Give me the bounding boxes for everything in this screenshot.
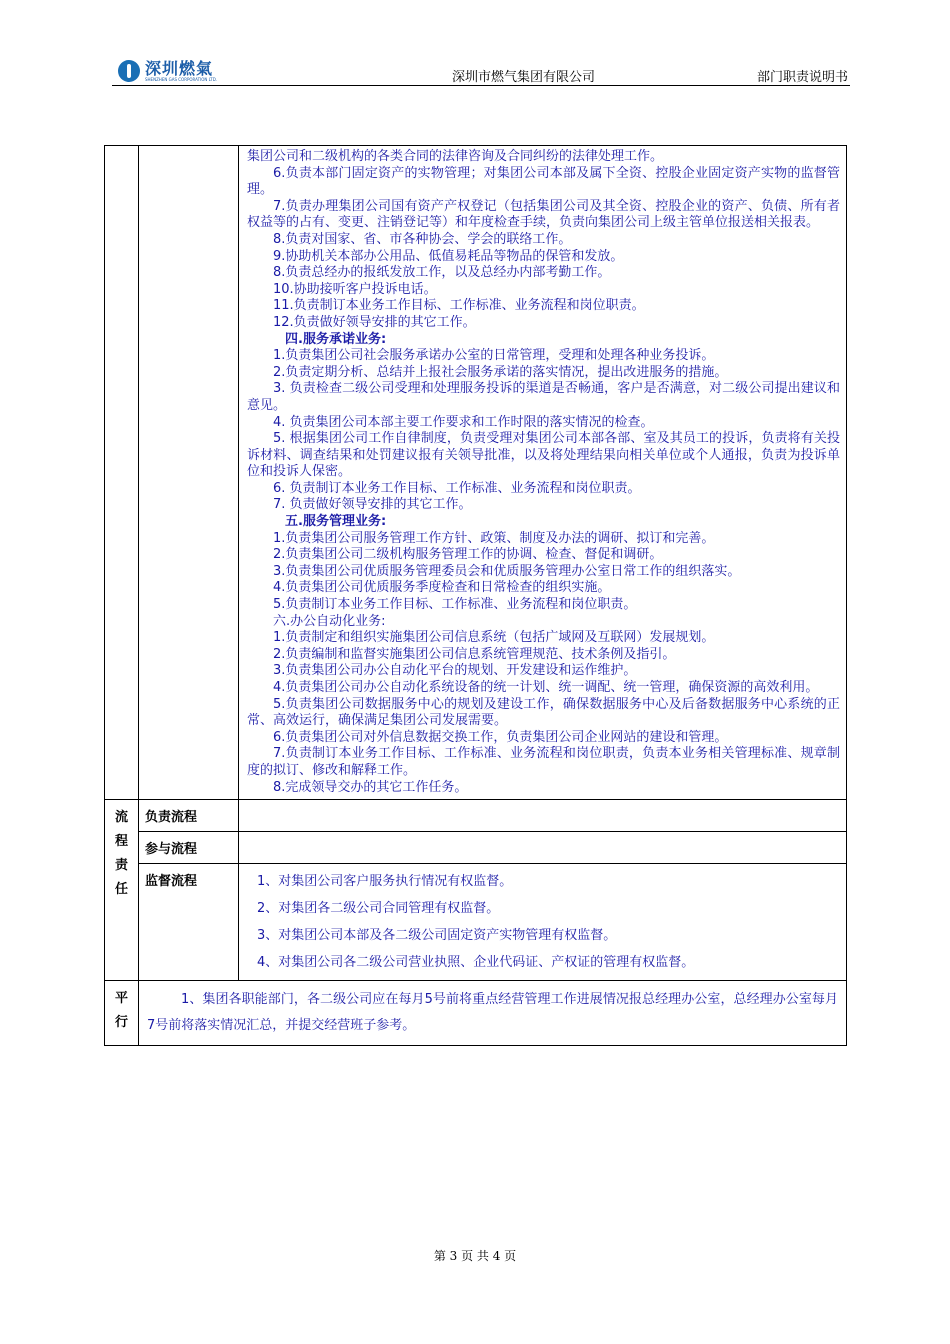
duty-item: 2.负责集团公司二级机构服务管理工作的协调、检查、督促和调研。 (273, 547, 663, 563)
responsible-value (239, 800, 847, 832)
duty-item: 3. 负责检查二级公司受理和处理服务投诉的渠道是否畅通，客户是否满意，对二级公司提出建议和意见。 (247, 381, 840, 413)
parallel-content (139, 981, 847, 1046)
duty-item: 8.负责对国家、省、市各种协会、学会的联络工作。 (273, 231, 572, 247)
duty-item: 7.负责制订本业务工作目标、工作标准、业务流程和岗位职责，负责本业务相关管理标准、规章制度的拟订、修改和解释工作。 (247, 746, 840, 778)
duty-content (239, 146, 847, 800)
duty-table (104, 145, 847, 1046)
duty-item: 11.负责制订本业务工作目标、工作标准、业务流程和岗位职责。 (273, 298, 645, 314)
duty-item: 3.负责集团公司办公自动化平台的规划、开发建设和运作维护。 (273, 663, 637, 679)
duty-item: 9.协助机关本部办公用品、低值易耗品等物品的保管和发放。 (273, 248, 624, 264)
duty-item: 2.负责定期分析、总结并上报社会服务承诺的落实情况，提出改进服务的措施。 (273, 364, 728, 380)
participate-value (239, 832, 847, 864)
parallel-label (105, 981, 139, 1046)
participate-label: 参与流程 (139, 832, 239, 864)
supervise-label: 监督流程 (139, 864, 239, 981)
duty-row (105, 146, 847, 800)
duty-item: 6.负责本部门固定资产的实物管理；对集团公司本部及属下全资、控股企业固定资产实物的监督管理。 (247, 165, 840, 198)
duty-item: 8.完成领导交办的其它工作任务。 (273, 779, 468, 795)
duty-item: 5.负责制订本业务工作目标、工作标准、业务流程和岗位职责。 (273, 597, 637, 613)
logo-text-en: SHENZHEN GAS CORPORATION LTD. (145, 77, 218, 82)
parallel-row (105, 981, 847, 1046)
duty-item: 7. 负责做好领导安排的其它工作。 (273, 497, 472, 513)
flame-icon (118, 60, 140, 82)
supervise-item: 3、对集团公司本部及各二级公司固定资产实物管理有权监督。 (257, 928, 617, 944)
duty-item: 4.负责集团公司办公自动化系统设备的统一计划、统一调配、统一管理，确保资源的高效利用。 (273, 680, 819, 695)
supervise-content (239, 864, 847, 981)
duty-item: 4.负责集团公司优质服务季度检查和日常检查的组织实施。 (273, 580, 611, 596)
duty-item: 7.负责办理集团公司国有资产产权登记（包括集团公司及其全资、控股企业的资产、负债、所有者权益等的占有、变更、注销登记等）和年度检查手续，负责向集团公司上级主管单位报送相关报表。 (247, 198, 840, 231)
supervise-item: 4、对集团公司各二级公司营业执照、企业代码证、产权证的管理有权监督。 (257, 955, 695, 971)
process-row-supervise (105, 864, 847, 981)
duty-item: 1.负责制定和组织实施集团公司信息系统（包括广域网及互联网）发展规划。 (273, 630, 715, 646)
duty-item: 8.负责总经办的报纸发放工作，以及总经办内部考勤工作。 (273, 265, 611, 281)
parallel-text: 1、集团各职能部门，各二级公司应在每月5号前将重点经营管理工作进展情况报总经理办公室，总经理办公室每月7号前将落实情况汇总，并提交经营班子参考。 (147, 992, 838, 1034)
process-row-participate (105, 832, 847, 864)
duty-item: 1.负责集团公司服务管理工作方针、政策、制度及办法的调研、拟订和完善。 (273, 530, 715, 546)
duty-item: 12.负责做好领导安排的其它工作。 (273, 314, 476, 330)
responsible-label: 负责流程 (139, 800, 239, 832)
duty-item: 4. 负责集团公司本部主要工作要求和工作时限的落实情况的检查。 (273, 414, 654, 430)
section-title: 六.办公自动化业务: (273, 613, 386, 629)
empty-cell (105, 146, 139, 800)
duty-item: 5.负责集团公司数据服务中心的规划及建设工作，确保数据服务中心及后备数据服务中心系统的正常、高效运行，确保满足集团公司发展需要。 (247, 696, 840, 729)
logo-text-cn: 深圳燃氣 (145, 59, 214, 78)
parallel-label-text: 平行 (114, 991, 128, 1031)
process-label (105, 800, 139, 981)
process-label-text: 流程责任 (114, 810, 128, 898)
section-title: 五.服务管理业务: (285, 514, 387, 530)
supervise-item: 2、对集团各二级公司合同管理有权监督。 (257, 901, 500, 917)
header-doc-title: 部门职责说明书 (756, 70, 848, 85)
company-logo (118, 60, 217, 82)
section-title: 四.服务承诺业务: (285, 331, 387, 347)
duty-item: 5. 根据集团公司工作自律制度，负责受理对集团公司本部各部、室及其员工的投诉，负责将有关投诉材料、调查结果和处罚建议报有关领导批准，以及将处理结果向相关单位或个人通报，负责为投诉单位和投诉人保密。 (247, 431, 840, 480)
page-footer: 第 3 页 共 4 页 (433, 1249, 517, 1263)
header-company: 深圳市燃气集团有限公司 (452, 70, 596, 85)
duty-item: 6. 负责制订本业务工作目标、工作标准、业务流程和岗位职责。 (273, 480, 641, 496)
supervise-item: 1、对集团公司客户服务执行情况有权监督。 (257, 874, 513, 890)
empty-cell (139, 146, 239, 800)
duty-item: 1.负责集团公司社会服务承诺办公室的日常管理，受理和处理各种业务投诉。 (273, 348, 715, 364)
page-header (112, 58, 850, 86)
duty-item: 2.负责编制和监督实施集团公司信息系统管理规范、技术条例及指引。 (273, 646, 676, 662)
duty-item: 10.协助接听客户投诉电话。 (273, 281, 437, 297)
process-row-responsible (105, 800, 847, 832)
duty-item: 集团公司和二级机构的各类合同的法律咨询及合同纠纷的法律处理工作。 (247, 149, 664, 164)
duty-item: 6.负责集团公司对外信息数据交换工作，负责集团公司企业网站的建设和管理。 (273, 729, 728, 745)
duty-item: 3.负责集团公司优质服务管理委员会和优质服务管理办公室日常工作的组织落实。 (273, 563, 741, 579)
